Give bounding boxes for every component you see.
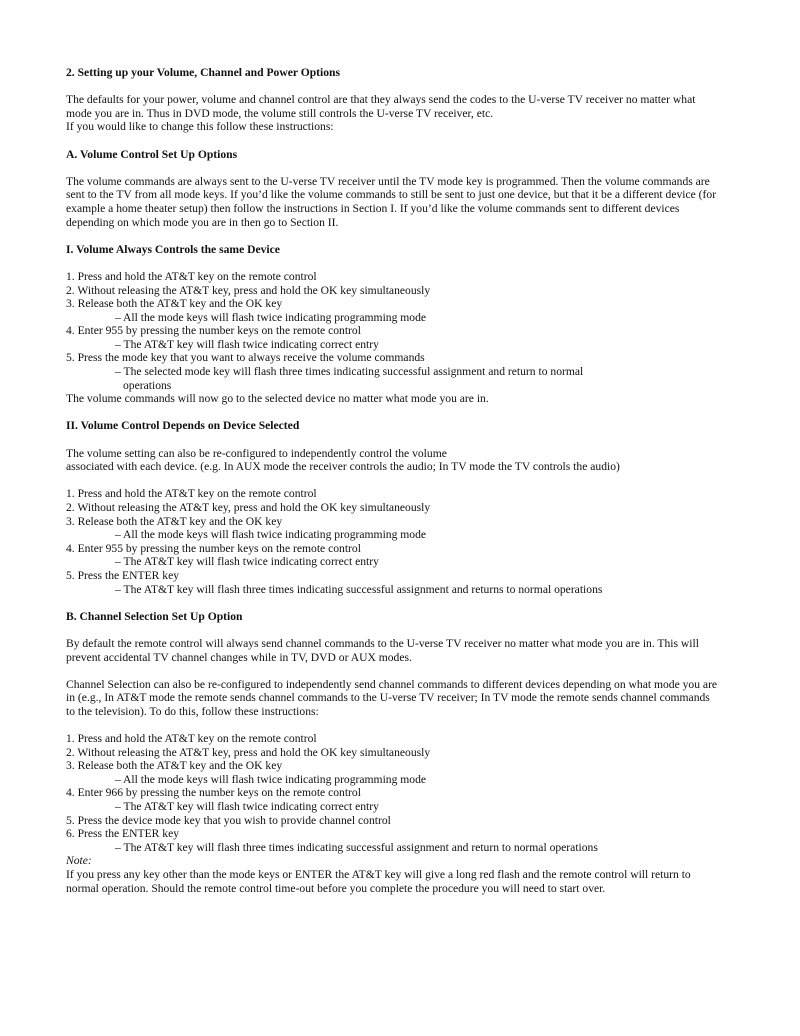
step: 2. Without releasing the AT&T key, press and hold the OK key simultaneously: [66, 745, 431, 759]
section-a-heading: A. Volume Control Set Up Options: [66, 147, 238, 161]
step-substep: – The AT&T key will flash three times indicating successful assignment and returns to normal operations: [115, 582, 603, 596]
step-substep: – All the mode keys will flash twice indicating programming mode: [115, 772, 427, 786]
step: 2. Without releasing the AT&T key, press and hold the OK key simultaneously: [66, 283, 431, 297]
step: 1. Press and hold the AT&T key on the remote control: [66, 487, 317, 501]
section-a-text: depending on which mode you are in then go to Section II.: [66, 215, 339, 229]
step: 5. Press the device mode key that you wish to provide channel control: [66, 813, 391, 827]
step: 6. Press the ENTER key: [66, 827, 180, 841]
step: 1. Press and hold the AT&T key on the remote control: [66, 732, 317, 746]
step: 3. Release both the AT&T key and the OK key: [66, 759, 283, 773]
step: 4. Enter 955 by pressing the number keys on the remote control: [66, 541, 361, 555]
step: 4. Enter 955 by pressing the number keys on the remote control: [66, 324, 361, 338]
intro-line: The defaults for your power, volume and channel control are that they always send the codes to the U-verse TV receiver no matter what: [66, 93, 696, 107]
section-b-text: prevent accidental TV channel changes while in TV, DVD or AUX modes.: [66, 650, 412, 664]
document-page: [66, 66, 746, 895]
step-substep: – The AT&T key will flash three times indicating successful assignment and return to normal operations: [115, 840, 598, 854]
step-substep: – The AT&T key will flash twice indicating correct entry: [115, 800, 379, 814]
section-b-heading: B. Channel Selection Set Up Option: [66, 609, 243, 623]
section-i-closing: The volume commands will now go to the selected device no matter what mode you are in.: [66, 392, 489, 406]
step-substep: – All the mode keys will flash twice indicating programming mode: [115, 310, 427, 324]
step-substep: – The selected mode key will flash three times indicating successful assignment and return to normal: [115, 365, 584, 379]
note-text: If you press any key other than the mode keys or ENTER the AT&T key will give a long red flash and the remote control will return to: [66, 868, 691, 882]
section-b-text: to the television). To do this, follow these instructions:: [66, 704, 319, 718]
section-i-heading: I. Volume Always Controls the same Device: [66, 242, 280, 256]
step-substep-cont: operations: [123, 378, 172, 392]
intro-line: If you would like to change this follow these instructions:: [66, 120, 334, 134]
section-b-text: Channel Selection can also be re-configured to independently send channel commands to different devices depending on what mode you are: [66, 677, 718, 691]
section-b-text: in (e.g., In AT&T mode the remote sends channel commands to the U-verse TV receiver; In TV mode the remote sends channel commands: [66, 691, 710, 705]
section-ii-heading: II. Volume Control Depends on Device Selected: [66, 419, 300, 433]
step: 3. Release both the AT&T key and the OK key: [66, 514, 283, 528]
section-ii-text: associated with each device. (e.g. In AUX mode the receiver controls the audio; In TV mode the TV controls the audio): [66, 460, 620, 474]
note-text: normal operation. Should the remote control time-out before you complete the procedure you will need to start over.: [66, 881, 606, 895]
step: 3. Release both the AT&T key and the OK key: [66, 297, 283, 311]
step-substep: – All the mode keys will flash twice indicating programming mode: [115, 528, 427, 542]
section-ii-text: The volume setting can also be re-configured to independently control the volume: [66, 446, 447, 460]
section-b-text: By default the remote control will always send channel commands to the U-verse TV receiver no matter what mode you are in. This will: [66, 636, 699, 650]
section-a-text: example a home theater setup) then follow the instructions in Section I. If you’d like the volume commands sent to different devices: [66, 201, 680, 215]
note-label: Note:: [66, 854, 92, 868]
step: 5. Press the mode key that you want to always receive the volume commands: [66, 351, 425, 365]
step: 1. Press and hold the AT&T key on the remote control: [66, 269, 317, 283]
section-a-text: sent to the TV from all mode keys. If you’d like the volume commands to still be sent to just one device, but that it be a different device (for: [66, 188, 717, 202]
step: 5. Press the ENTER key: [66, 568, 180, 582]
step-substep: – The AT&T key will flash twice indicating correct entry: [115, 555, 379, 569]
section-a-text: The volume commands are always sent to the U-verse TV receiver until the TV mode key is programmed. Then the volume commands are: [66, 174, 710, 188]
step: 2. Without releasing the AT&T key, press and hold the OK key simultaneously: [66, 501, 431, 514]
intro-line: mode you are in. Thus in DVD mode, the volume still controls the U-verse TV receiver, etc.: [66, 106, 494, 120]
page-title: 2. Setting up your Volume, Channel and Power Options: [66, 66, 341, 79]
step-substep: – The AT&T key will flash twice indicating correct entry: [115, 337, 379, 351]
step: 4. Enter 966 by pressing the number keys on the remote control: [66, 786, 361, 800]
